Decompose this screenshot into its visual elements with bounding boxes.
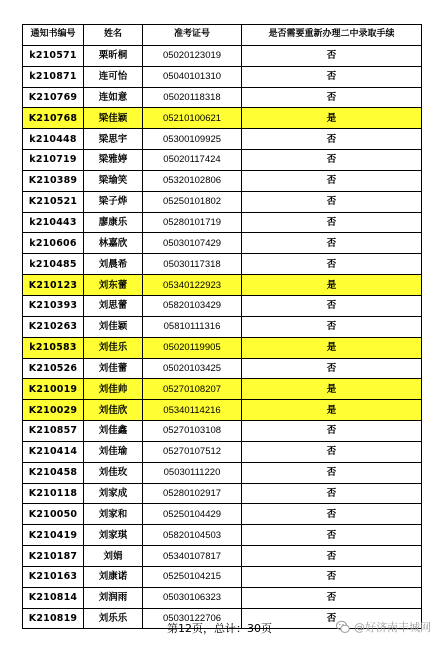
cell-redo: 否 (242, 66, 422, 87)
cell-ticket-no: 05030111220 (143, 462, 242, 483)
cell-name: 刘晨希 (84, 254, 143, 275)
table-row (23, 108, 422, 129)
cell-name: 廖康乐 (84, 212, 143, 233)
table-row (23, 462, 422, 483)
cell-ticket-no: 05030122706 (143, 608, 242, 629)
admission-table (22, 24, 422, 629)
header-redo: 是否需要重新办理二中录取手续 (242, 25, 422, 46)
cell-name: 刘家琪 (84, 525, 143, 546)
cell-name: 刘佳乐 (84, 337, 143, 358)
cell-notice-no: k210443 (23, 212, 84, 233)
cell-notice-no: k210871 (23, 66, 84, 87)
cell-ticket-no: 05020119905 (143, 337, 242, 358)
cell-redo: 否 (242, 462, 422, 483)
cell-ticket-no: 05270108207 (143, 379, 242, 400)
cell-name: 刘娟 (84, 546, 143, 567)
cell-name: 林嘉欣 (84, 233, 143, 254)
cell-redo: 否 (242, 358, 422, 379)
table-row (23, 212, 422, 233)
cell-notice-no: K210458 (23, 462, 84, 483)
cell-name: 刘润雨 (84, 587, 143, 608)
cell-name: 栗昕桐 (84, 45, 143, 66)
cell-ticket-no: 05820104503 (143, 525, 242, 546)
header-ticket-no: 准考证号 (143, 25, 242, 46)
cell-ticket-no: 05020123019 (143, 45, 242, 66)
cell-ticket-no: 05280101719 (143, 212, 242, 233)
cell-notice-no: k210606 (23, 233, 84, 254)
cell-name: 梁雅婷 (84, 150, 143, 171)
cell-ticket-no: 05340107817 (143, 546, 242, 567)
cell-ticket-no: 05250104429 (143, 504, 242, 525)
cell-redo: 否 (242, 233, 422, 254)
table-row (23, 587, 422, 608)
cell-redo: 否 (242, 483, 422, 504)
cell-notice-no: k210583 (23, 337, 84, 358)
cell-redo: 否 (242, 212, 422, 233)
cell-ticket-no: 05250104215 (143, 566, 242, 587)
table-row (23, 525, 422, 546)
cell-name: 梁思宇 (84, 129, 143, 150)
cell-redo: 否 (242, 546, 422, 567)
cell-ticket-no: 05030106323 (143, 587, 242, 608)
cell-notice-no: K210019 (23, 379, 84, 400)
cell-redo: 否 (242, 608, 422, 629)
cell-name: 刘家和 (84, 504, 143, 525)
table-row (23, 295, 422, 316)
cell-notice-no: K210163 (23, 566, 84, 587)
cell-name: 梁瑜笑 (84, 170, 143, 191)
cell-redo: 否 (242, 129, 422, 150)
cell-redo: 否 (242, 421, 422, 442)
table-row (23, 504, 422, 525)
cell-name: 刘佳瑜 (84, 441, 143, 462)
table-row (23, 87, 422, 108)
cell-redo: 否 (242, 150, 422, 171)
cell-redo: 是 (242, 337, 422, 358)
cell-name: 刘佳欣 (84, 400, 143, 421)
cell-redo: 是 (242, 275, 422, 296)
cell-redo: 否 (242, 295, 422, 316)
cell-notice-no: K210819 (23, 608, 84, 629)
cell-redo: 否 (242, 191, 422, 212)
table-row (23, 191, 422, 212)
cell-ticket-no: 05250101802 (143, 191, 242, 212)
cell-name: 梁子烨 (84, 191, 143, 212)
cell-redo: 否 (242, 441, 422, 462)
cell-notice-no: K210769 (23, 87, 84, 108)
cell-name: 刘家成 (84, 483, 143, 504)
cell-redo: 是 (242, 400, 422, 421)
cell-notice-no: K210857 (23, 421, 84, 442)
table-row (23, 129, 422, 150)
table-row (23, 421, 422, 442)
cell-ticket-no: 05280102917 (143, 483, 242, 504)
cell-notice-no: K210393 (23, 295, 84, 316)
table-row (23, 566, 422, 587)
table-row (23, 337, 422, 358)
cell-name: 刘康诺 (84, 566, 143, 587)
cell-redo: 是 (242, 108, 422, 129)
cell-ticket-no: 05040101310 (143, 66, 242, 87)
watermark-text: @好济南丰城网 (354, 621, 431, 634)
cell-ticket-no: 05300109925 (143, 129, 242, 150)
table-row (23, 170, 422, 191)
table-row (23, 316, 422, 337)
cell-ticket-no: 05820103429 (143, 295, 242, 316)
cell-redo: 否 (242, 254, 422, 275)
table-row (23, 379, 422, 400)
cell-notice-no: k210719 (23, 150, 84, 171)
cell-notice-no: k210571 (23, 45, 84, 66)
cell-notice-no: K210118 (23, 483, 84, 504)
cell-ticket-no: 05210100621 (143, 108, 242, 129)
cell-notice-no: k210485 (23, 254, 84, 275)
cell-ticket-no: 05340114216 (143, 400, 242, 421)
cell-ticket-no: 05020103425 (143, 358, 242, 379)
cell-name: 梁佳颖 (84, 108, 143, 129)
cell-notice-no: K210419 (23, 525, 84, 546)
cell-redo: 否 (242, 170, 422, 191)
cell-name: 刘东蕾 (84, 275, 143, 296)
cell-notice-no: K210526 (23, 358, 84, 379)
cell-notice-no: K210768 (23, 108, 84, 129)
cell-notice-no: K210414 (23, 441, 84, 462)
cell-ticket-no: 05030107429 (143, 233, 242, 254)
cell-name: 刘思蕾 (84, 295, 143, 316)
table-row (23, 358, 422, 379)
cell-name: 刘佳帅 (84, 379, 143, 400)
cell-name: 刘佳蕾 (84, 358, 143, 379)
cell-redo: 否 (242, 45, 422, 66)
cell-notice-no: K210029 (23, 400, 84, 421)
cell-redo: 否 (242, 566, 422, 587)
table-row (23, 441, 422, 462)
cell-ticket-no: 05020118318 (143, 87, 242, 108)
table-row (23, 483, 422, 504)
table-row (23, 275, 422, 296)
table-row (23, 546, 422, 567)
cell-name: 连如意 (84, 87, 143, 108)
cell-ticket-no: 05270103108 (143, 421, 242, 442)
cell-redo: 否 (242, 525, 422, 546)
cell-name: 刘佳颖 (84, 316, 143, 337)
table-row (23, 45, 422, 66)
cell-redo: 否 (242, 316, 422, 337)
cell-ticket-no: 05810111316 (143, 316, 242, 337)
cell-redo: 是 (242, 379, 422, 400)
cell-notice-no: K210187 (23, 546, 84, 567)
cell-name: 连可怡 (84, 66, 143, 87)
table-body (23, 45, 422, 629)
cell-name: 刘佳鑫 (84, 421, 143, 442)
header-name: 姓名 (84, 25, 143, 46)
header-notice-no: 通知书编号 (23, 25, 84, 46)
cell-notice-no: k210448 (23, 129, 84, 150)
watermark (336, 619, 431, 635)
cell-name: 刘佳玫 (84, 462, 143, 483)
table-header-row (23, 25, 422, 46)
cell-notice-no: K210050 (23, 504, 84, 525)
table-row (23, 66, 422, 87)
cell-name: 刘乐乐 (84, 608, 143, 629)
cell-ticket-no: 05030117318 (143, 254, 242, 275)
page-counter: 第12页，总计：30页 (167, 622, 272, 635)
cell-notice-no: K210123 (23, 275, 84, 296)
cell-redo: 否 (242, 87, 422, 108)
cell-notice-no: K210389 (23, 170, 84, 191)
table-row (23, 233, 422, 254)
cell-ticket-no: 05270107512 (143, 441, 242, 462)
table-row (23, 150, 422, 171)
cell-redo: 否 (242, 587, 422, 608)
cell-notice-no: K210814 (23, 587, 84, 608)
table-row (23, 254, 422, 275)
table-row (23, 400, 422, 421)
cell-notice-no: K210263 (23, 316, 84, 337)
wechat-icon (336, 620, 350, 634)
cell-ticket-no: 05320102806 (143, 170, 242, 191)
cell-redo: 否 (242, 504, 422, 525)
cell-notice-no: K210521 (23, 191, 84, 212)
cell-ticket-no: 05340122923 (143, 275, 242, 296)
cell-ticket-no: 05020117424 (143, 150, 242, 171)
